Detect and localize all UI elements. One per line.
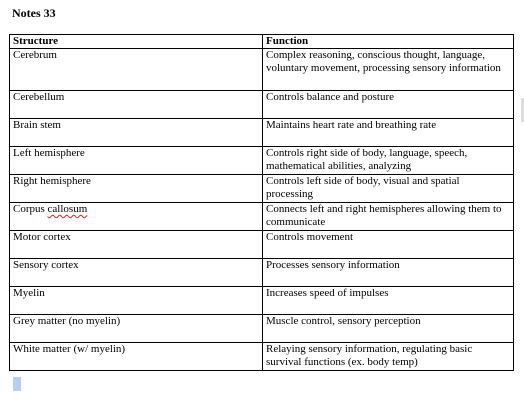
structure-cell[interactable]: Cerebellum — [10, 91, 263, 119]
header-function: Function — [263, 35, 514, 49]
function-cell[interactable]: Complex reasoning, conscious thought, language, voluntary movement, processing sensory information — [263, 49, 514, 91]
function-cell[interactable]: Controls balance and posture — [263, 91, 514, 119]
structure-cell[interactable]: Grey matter (no myelin) — [10, 315, 263, 343]
function-cell[interactable]: Controls movement — [263, 231, 514, 259]
structure-cell[interactable]: Right hemisphere — [10, 175, 263, 203]
table-row — [10, 259, 514, 287]
table-row — [10, 231, 514, 259]
function-cell[interactable]: Relaying sensory information, regulating basic survival functions (ex. body temp) — [263, 343, 514, 371]
table-row — [10, 119, 514, 147]
function-cell[interactable]: Controls right side of body, language, speech, mathematical abilities, analyzing — [263, 147, 514, 175]
spellcheck-flagged-word[interactable]: callosum — [47, 203, 88, 215]
function-cell[interactable]: Processes sensory information — [263, 259, 514, 287]
table-row — [10, 49, 514, 91]
table-row — [10, 147, 514, 175]
table-row — [10, 287, 514, 315]
header-structure: Structure — [10, 35, 263, 49]
notes-table — [9, 34, 514, 371]
structure-cell[interactable]: Cerebrum — [10, 49, 263, 91]
table-row — [10, 91, 514, 119]
table-row — [10, 315, 514, 343]
structure-cell[interactable] — [10, 203, 263, 231]
table-header-row — [10, 35, 514, 49]
function-cell[interactable]: Muscle control, sensory perception — [263, 315, 514, 343]
function-cell[interactable]: Connects left and right hemispheres allowing them to communicate — [263, 203, 514, 231]
table-row — [10, 343, 514, 371]
structure-cell[interactable]: Brain stem — [10, 119, 263, 147]
structure-cell[interactable]: White matter (w/ myelin) — [10, 343, 263, 371]
document-title: Notes 33 — [12, 6, 56, 20]
function-cell[interactable]: Controls left side of body, visual and spatial processing — [263, 175, 514, 203]
structure-cell[interactable]: Motor cortex — [10, 231, 263, 259]
structure-cell[interactable]: Myelin — [10, 287, 263, 315]
table-row — [10, 175, 514, 203]
function-cell[interactable]: Maintains heart rate and breathing rate — [263, 119, 514, 147]
structure-text: Corpus — [13, 203, 48, 215]
text-cursor-marker — [13, 377, 21, 391]
function-cell[interactable]: Increases speed of impulses — [263, 287, 514, 315]
structure-cell[interactable]: Sensory cortex — [10, 259, 263, 287]
table-row — [10, 203, 514, 231]
structure-cell[interactable]: Left hemisphere — [10, 147, 263, 175]
